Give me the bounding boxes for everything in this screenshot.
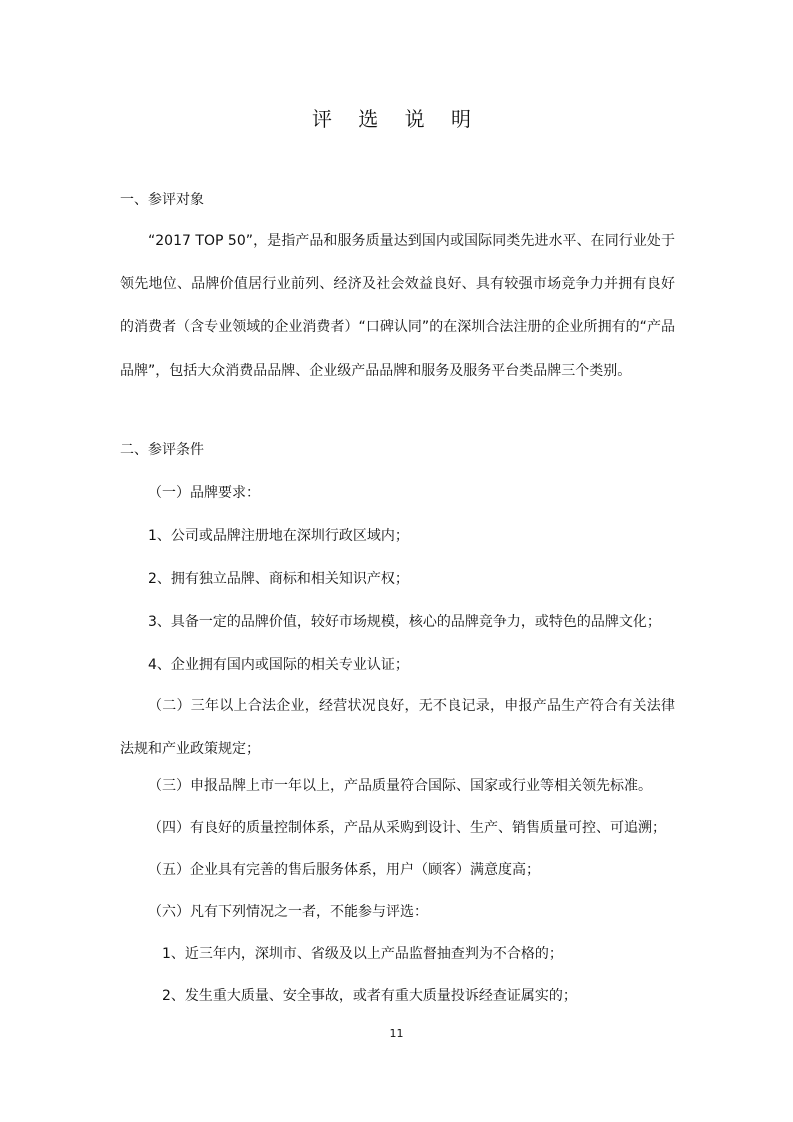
condition-1-sub-2: 2、拥有独立品牌、商标和相关知识产权； [148,571,409,587]
condition-5: （五）企业具有完善的售后服务体系，用户（顾客）满意度高； [148,862,540,878]
section1-heading: 一、参评对象 [120,192,204,208]
condition-2-text: （二）三年以上合法企业，经营状况良好，无不良记录，申报产品生产符合有关法律法规和产业政策规定； [120,698,675,758]
condition-2 [120,685,675,771]
condition-1-sub-3: 3、具备一定的品牌价值，较好市场规模，核心的品牌竞争力，或特色的品牌文化； [148,614,661,630]
section2-heading: 二、参评条件 [120,442,204,458]
condition-1-sub-4: 4、企业拥有国内或国际的相关专业认证； [148,657,409,673]
page-number: 11 [389,1027,404,1040]
condition-3: （三）申报品牌上市一年以上，产品质量符合国际、国家或行业等相关领先标准。 [148,778,652,794]
condition-6-heading: （六）凡有下列情况之一者，不能参与评选： [148,904,428,920]
condition-1-heading: （一）品牌要求： [148,485,260,501]
condition-1-sub-1: 1、公司或品牌注册地在深圳行政区域内； [148,528,409,544]
condition-6-sub-2: 2、发生重大质量、安全事故，或者有重大质量投诉经查证属实的； [162,988,577,1004]
document-title: 评 选 说 明 [311,107,482,131]
section1-paragraph-text: “2017 TOP 50”，是指产品和服务质量达到国内或国际同类先进水平、在同行业处于领先地位、品牌价值居行业前列、经济及社会效益良好、具有较强市场竞争力并拥有良好的消费者（含专业领域的企业消费者）“口碑认同”的在深圳合法注册的企业所拥有的“产品品牌”，包括大众消费品品牌、企业级产品品牌和服务及服务平台类品牌三个类别。 [120,233,675,379]
section1-paragraph [120,220,675,393]
condition-6-sub-1: 1、近三年内，深圳市、省级及以上产品监督抽查判为不合格的； [162,946,563,962]
condition-4: （四）有良好的质量控制体系，产品从采购到设计、生产、销售质量可控、可追溯； [148,820,666,836]
